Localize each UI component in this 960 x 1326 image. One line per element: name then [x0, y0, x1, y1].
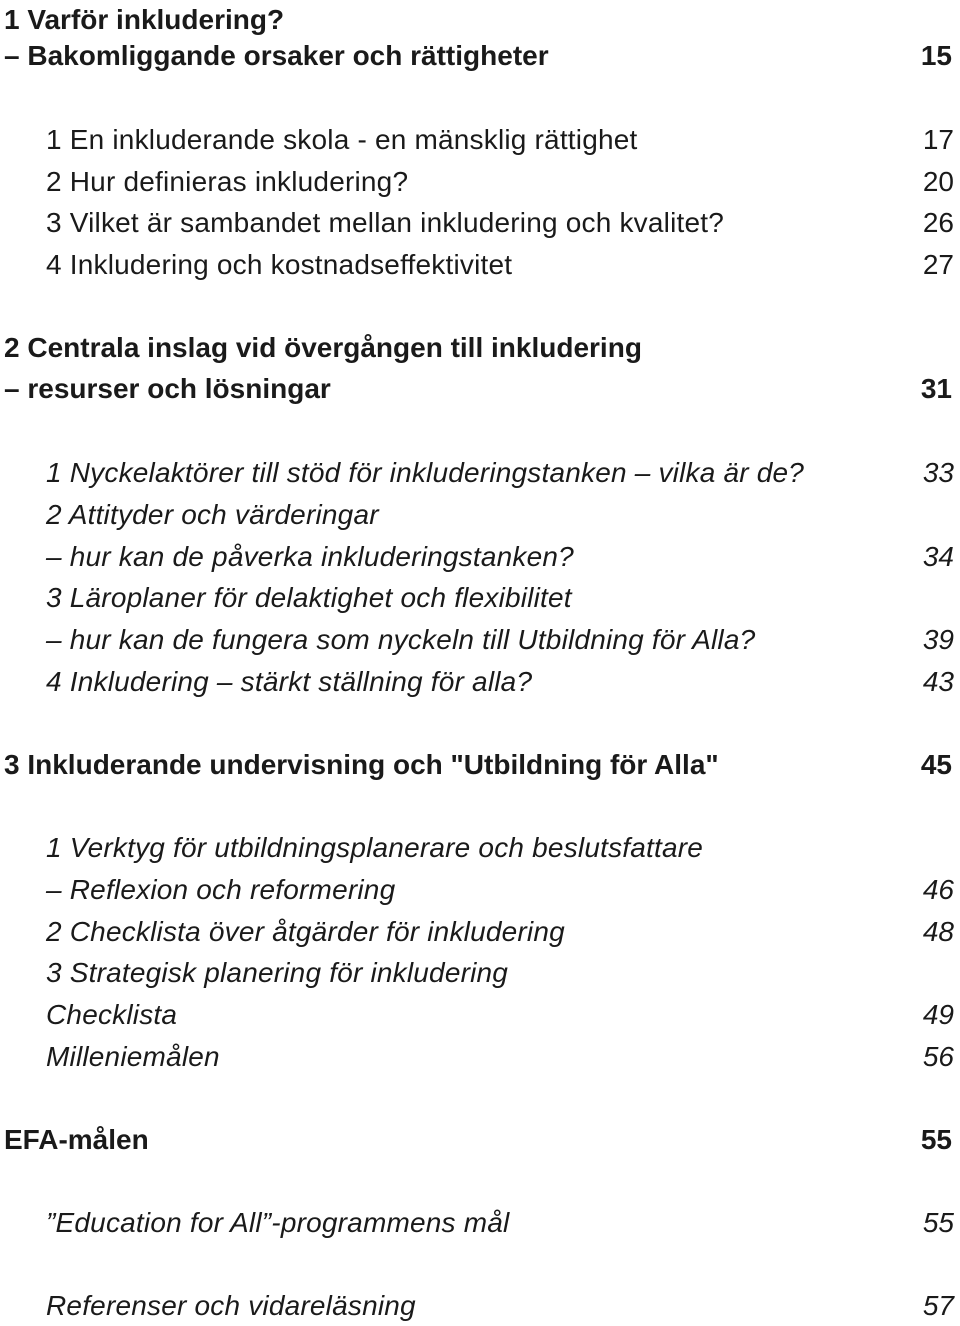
page-number: 48 [922, 916, 954, 947]
chapter-2-subheading [0, 369, 960, 409]
toc-entry [0, 495, 960, 535]
entry-title: 1 Nyckelaktörer till stöd för inkluderingstanken – vilka är de? [46, 457, 805, 488]
page-number: 56 [922, 1041, 954, 1072]
entry-title: Milleniemålen [46, 1041, 220, 1072]
entry-title: ”Education for All”-programmens mål [46, 1207, 510, 1238]
entry-title: 1 En inkluderande skola - en mänsklig rättighet [46, 124, 638, 155]
page-number: 57 [922, 1290, 954, 1321]
entry-title: 3 Vilket är sambandet mellan inkludering och kvalitet? [46, 207, 724, 238]
entry-title: Checklista [46, 999, 178, 1030]
toc-entry [0, 203, 960, 243]
toc-entry [0, 578, 960, 618]
chapter-title: 2 Centrala inslag vid övergången till inkludering [4, 332, 642, 363]
toc-entry [0, 245, 960, 285]
chapter-1-heading [0, 0, 960, 40]
page-number: 45 [920, 749, 952, 780]
page-number: 34 [922, 541, 954, 572]
page-number: 33 [922, 457, 954, 488]
page-number: 15 [920, 40, 952, 71]
references-entry [0, 1286, 960, 1326]
entry-title: 2 Checklista över åtgärder för inkludering [46, 916, 565, 947]
entry-title: Referenser och vidareläsning [46, 1290, 416, 1321]
toc-entry-continued [0, 995, 960, 1035]
entry-title: – Reflexion och reformering [46, 874, 396, 905]
entry-title: 3 Läroplaner för delaktighet och flexibilitet [46, 582, 572, 613]
page-number: 31 [920, 373, 952, 404]
page-number: 49 [922, 999, 954, 1030]
page-number: 20 [922, 166, 954, 197]
toc-entry [0, 912, 960, 952]
entry-title: 2 Attityder och värderingar [46, 499, 379, 530]
toc-entry [0, 953, 960, 993]
toc-entry [0, 662, 960, 702]
toc-entry-continued [0, 620, 960, 660]
entry-title: – hur kan de påverka inkluderingstanken? [46, 541, 574, 572]
chapter-subtitle: – Bakomliggande orsaker och rättigheter [4, 40, 549, 71]
toc-entry [0, 828, 960, 868]
efa-heading [0, 1120, 960, 1160]
page-number: 43 [922, 666, 954, 697]
page-number: 46 [922, 874, 954, 905]
chapter-title: EFA-målen [4, 1124, 149, 1155]
toc-entry-continued [0, 537, 960, 577]
chapter-title: 3 Inkluderande undervisning och "Utbildning för Alla" [4, 749, 719, 780]
chapter-title: 1 Varför inkludering? [4, 4, 285, 35]
toc-entry [0, 120, 960, 160]
entry-title: 4 Inkludering – stärkt ställning för alla? [46, 666, 533, 697]
toc-entry [0, 1037, 960, 1077]
chapter-3-heading [0, 745, 960, 785]
entry-title: 3 Strategisk planering för inkludering [46, 957, 509, 988]
toc-entry-continued [0, 870, 960, 910]
toc-entry [0, 453, 960, 493]
entry-title: 4 Inkludering och kostnadseffektivitet [46, 249, 513, 280]
entry-title: 1 Verktyg för utbildningsplanerare och beslutsfattare [46, 832, 704, 863]
page-number: 27 [922, 249, 954, 280]
toc-entry [0, 162, 960, 202]
chapter-1-subheading [0, 36, 960, 76]
toc-entry [0, 1203, 960, 1243]
page-number: 26 [922, 207, 954, 238]
chapter-2-heading [0, 328, 960, 368]
page-number: 55 [920, 1124, 952, 1155]
entry-title: 2 Hur definieras inkludering? [46, 166, 409, 197]
page-number: 17 [922, 124, 954, 155]
chapter-subtitle: – resurser och lösningar [4, 373, 331, 404]
entry-title: – hur kan de fungera som nyckeln till Utbildning för Alla? [46, 624, 756, 655]
page-number: 55 [922, 1207, 954, 1238]
page-number: 39 [922, 624, 954, 655]
